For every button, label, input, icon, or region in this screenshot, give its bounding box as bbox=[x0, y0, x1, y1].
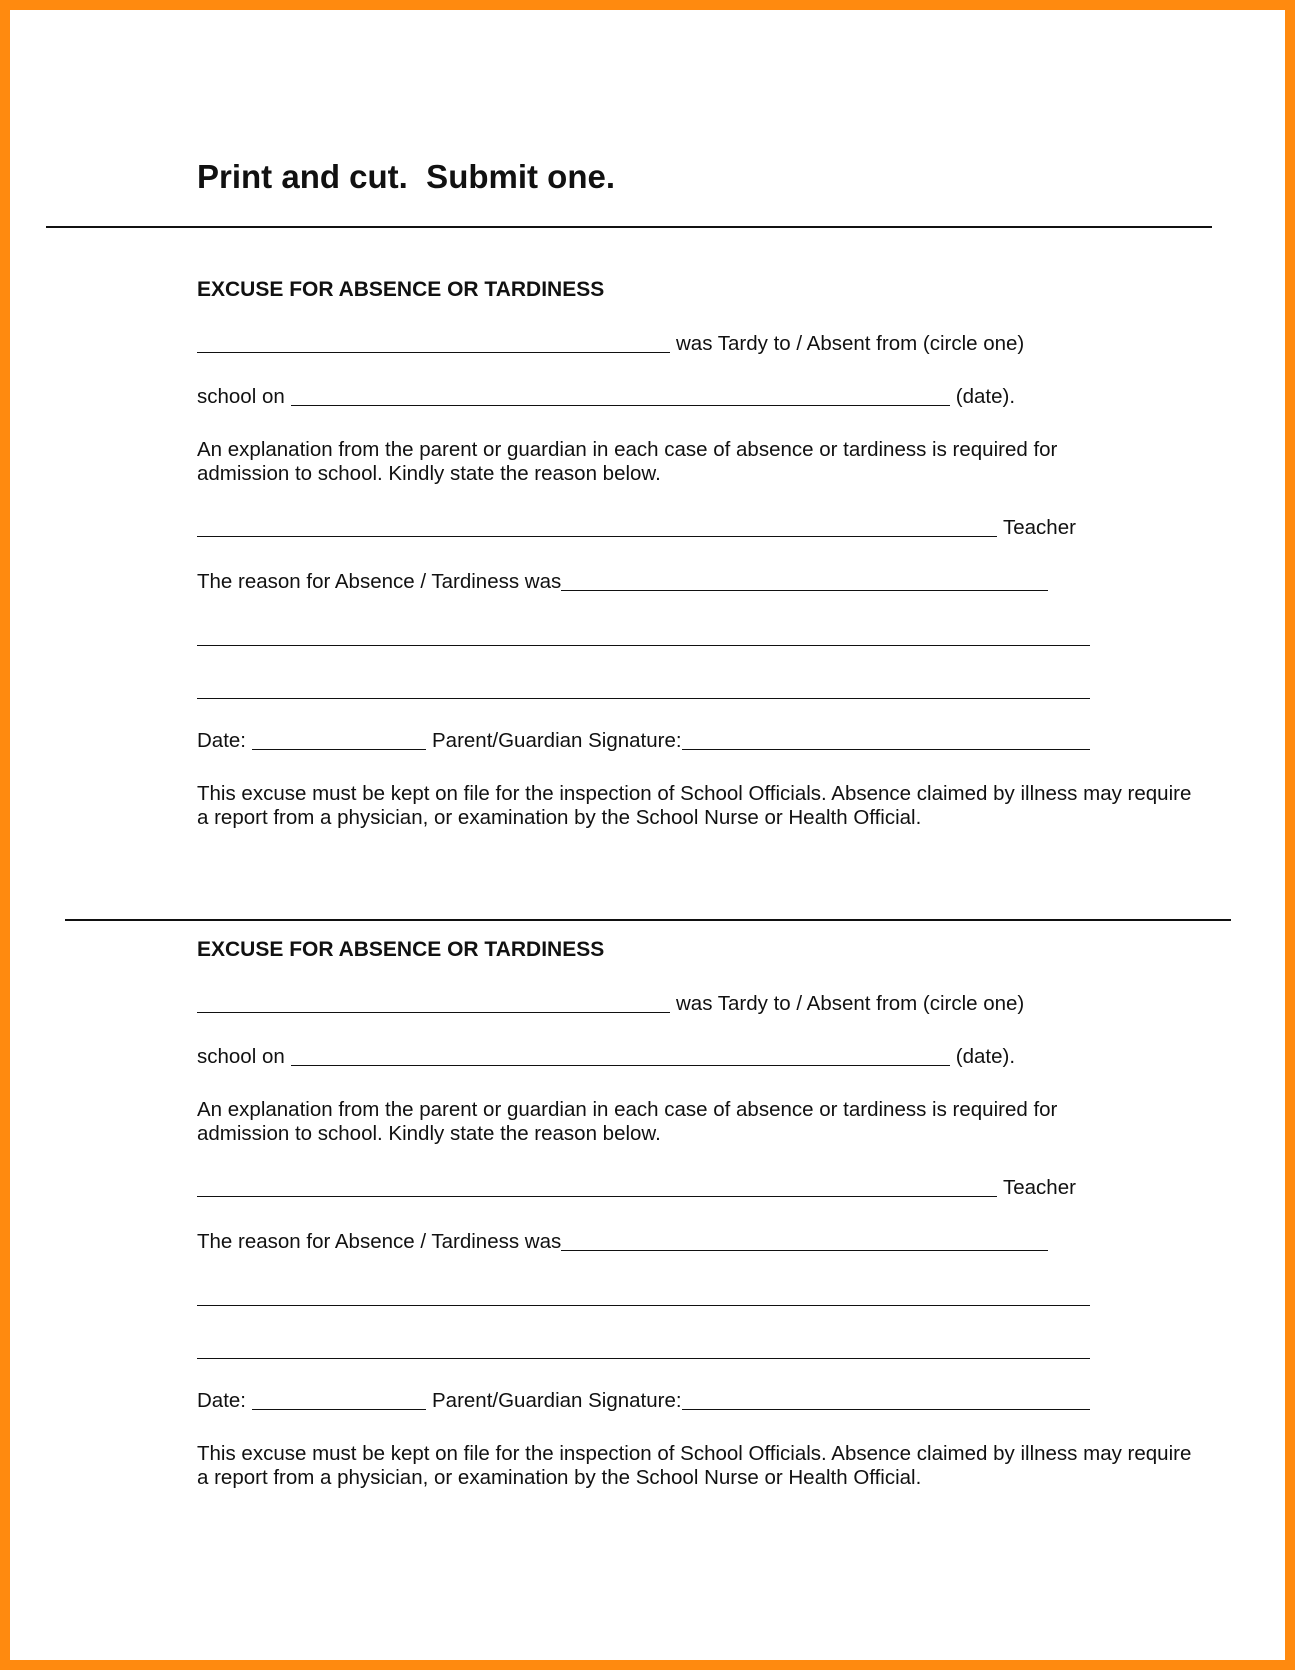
signature-row bbox=[197, 1389, 1090, 1413]
date-blank[interactable] bbox=[291, 385, 950, 406]
cut-line bbox=[65, 919, 1231, 921]
teacher-label: Teacher bbox=[1003, 516, 1076, 539]
explanation-text: An explanation from the parent or guardian in each case of absence or tardiness is required for admission to school. Kindly state the reason below. bbox=[197, 1098, 1058, 1145]
school-on-label: school on bbox=[197, 1045, 285, 1068]
excuse-form bbox=[197, 938, 1197, 1489]
explanation-text: An explanation from the parent or guardian in each case of absence or tardiness is required for admission to school. Kindly state the reason below. bbox=[197, 438, 1058, 485]
date-row bbox=[197, 1045, 1015, 1069]
reason-line[interactable] bbox=[197, 698, 1090, 699]
teacher-blank[interactable] bbox=[197, 516, 997, 537]
reason-label: The reason for Absence / Tardiness was bbox=[197, 570, 562, 593]
date-suffix: (date). bbox=[955, 385, 1016, 408]
signature-date-blank[interactable] bbox=[252, 1389, 426, 1410]
reason-blank[interactable] bbox=[561, 1230, 1048, 1251]
date-label: Date: bbox=[197, 1389, 246, 1412]
student-name-row bbox=[197, 992, 1024, 1016]
reason-line[interactable] bbox=[197, 1358, 1090, 1359]
teacher-label: Teacher bbox=[1003, 1176, 1076, 1199]
school-on-label: school on bbox=[197, 385, 285, 408]
student-name-row bbox=[197, 332, 1024, 356]
tardy-absent-text: was Tardy to / Absent from (circle one) bbox=[676, 992, 1025, 1015]
teacher-blank[interactable] bbox=[197, 1176, 997, 1197]
reason-label: The reason for Absence / Tardiness was bbox=[197, 1230, 562, 1253]
cut-line bbox=[46, 226, 1212, 228]
teacher-row bbox=[197, 516, 1076, 540]
form-heading: EXCUSE FOR ABSENCE OR TARDINESS bbox=[197, 938, 605, 961]
form-heading: EXCUSE FOR ABSENCE OR TARDINESS bbox=[197, 278, 605, 301]
file-note-text: This excuse must be kept on file for the inspection of School Officials. Absence claimed by illness may require a report from a physician, or examination by the School Nurse or Health Official. bbox=[197, 782, 1192, 829]
date-row bbox=[197, 385, 1015, 409]
teacher-row bbox=[197, 1176, 1076, 1200]
student-name-blank[interactable] bbox=[197, 992, 670, 1013]
signature-blank[interactable] bbox=[682, 1389, 1090, 1410]
tardy-absent-text: was Tardy to / Absent from (circle one) bbox=[676, 332, 1025, 355]
signature-blank[interactable] bbox=[682, 729, 1090, 750]
file-note-text: This excuse must be kept on file for the inspection of School Officials. Absence claimed by illness may require a report from a physician, or examination by the School Nurse or Health Official. bbox=[197, 1442, 1192, 1489]
reason-row bbox=[197, 570, 1048, 594]
date-label: Date: bbox=[197, 729, 246, 752]
signature-row bbox=[197, 729, 1090, 753]
reason-blank[interactable] bbox=[561, 570, 1048, 591]
date-suffix: (date). bbox=[955, 1045, 1016, 1068]
reason-line[interactable] bbox=[197, 1305, 1090, 1306]
date-blank[interactable] bbox=[291, 1045, 950, 1066]
excuse-form bbox=[197, 278, 1197, 829]
signature-date-blank[interactable] bbox=[252, 729, 426, 750]
signature-label: Parent/Guardian Signature: bbox=[432, 1389, 682, 1412]
page-title: Print and cut. Submit one. bbox=[197, 158, 616, 195]
student-name-blank[interactable] bbox=[197, 332, 670, 353]
reason-line[interactable] bbox=[197, 645, 1090, 646]
reason-row bbox=[197, 1230, 1048, 1254]
signature-label: Parent/Guardian Signature: bbox=[432, 729, 682, 752]
